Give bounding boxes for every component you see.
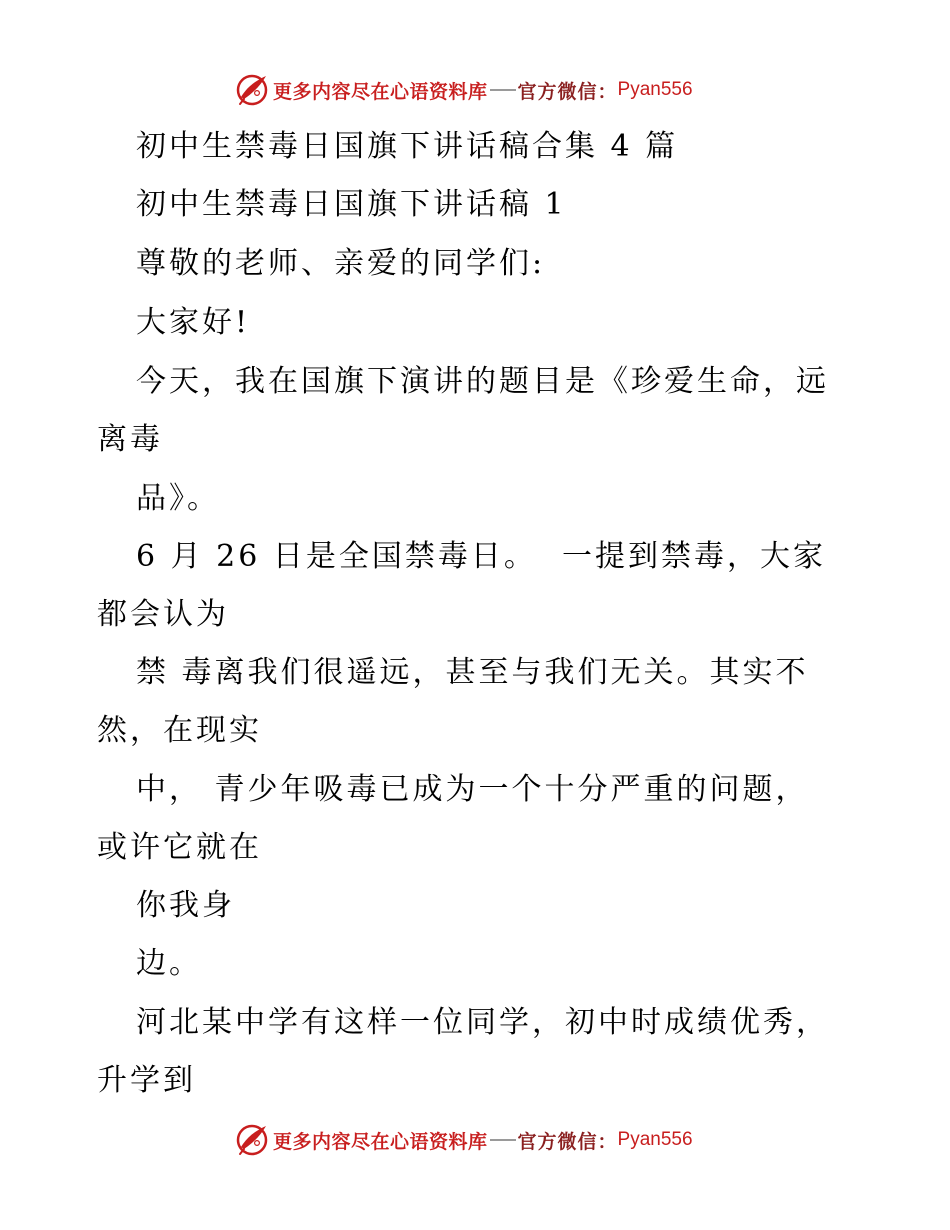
header-banner [235,72,693,108]
paragraph-line: 品》。 [136,481,220,516]
document-title: 初中生禁毒日国旗下讲话稿合集 4 篇 [136,129,679,164]
paragraph-line: 今天，我在国旗下演讲的题目是《珍爱生命，远 [136,364,829,399]
paragraph-line: 边。 [136,946,202,981]
banner-divider [490,1139,516,1141]
quill-logo-icon [235,1123,269,1157]
banner-wechat-id: Pyan556 [617,79,693,100]
banner-contact-label: 官方微信： [517,1130,618,1153]
banner-wechat-id: Pyan556 [617,1129,693,1150]
paragraph-line: 离毒 [97,422,163,457]
paragraph-line: 然，在现实 [97,713,262,748]
banner-divider [490,89,516,91]
banner-slogan: 更多内容尽在心语资料库 [273,80,488,103]
speech-heading: 初中生禁毒日国旗下讲话稿 1 [136,187,567,222]
paragraph-line: 中， 青少年吸毒已成为一个十分严重的问题， [136,772,809,807]
greeting: 大家好! [136,305,251,340]
banner-contact-label: 官方微信： [517,80,618,103]
paragraph-line: 你我身 [136,888,235,923]
paragraph-line: 或许它就在 [97,830,262,865]
paragraph-line: 6 月 26 日是全国禁毒日。 一提到禁毒，大家 [136,539,826,574]
banner-slogan: 更多内容尽在心语资料库 [273,1130,488,1153]
salutation: 尊敬的老师、亲爱的同学们: [136,246,546,281]
paragraph-line: 河北某中学有这样一位同学，初中时成绩优秀， [136,1005,829,1040]
paragraph-line: 升学到 [97,1063,196,1098]
paragraph-line: 都会认为 [97,597,229,632]
quill-logo-icon [235,73,269,107]
footer-banner [235,1122,693,1158]
paragraph-line: 禁 毒离我们很遥远，甚至与我们无关。其实不 [136,655,809,690]
